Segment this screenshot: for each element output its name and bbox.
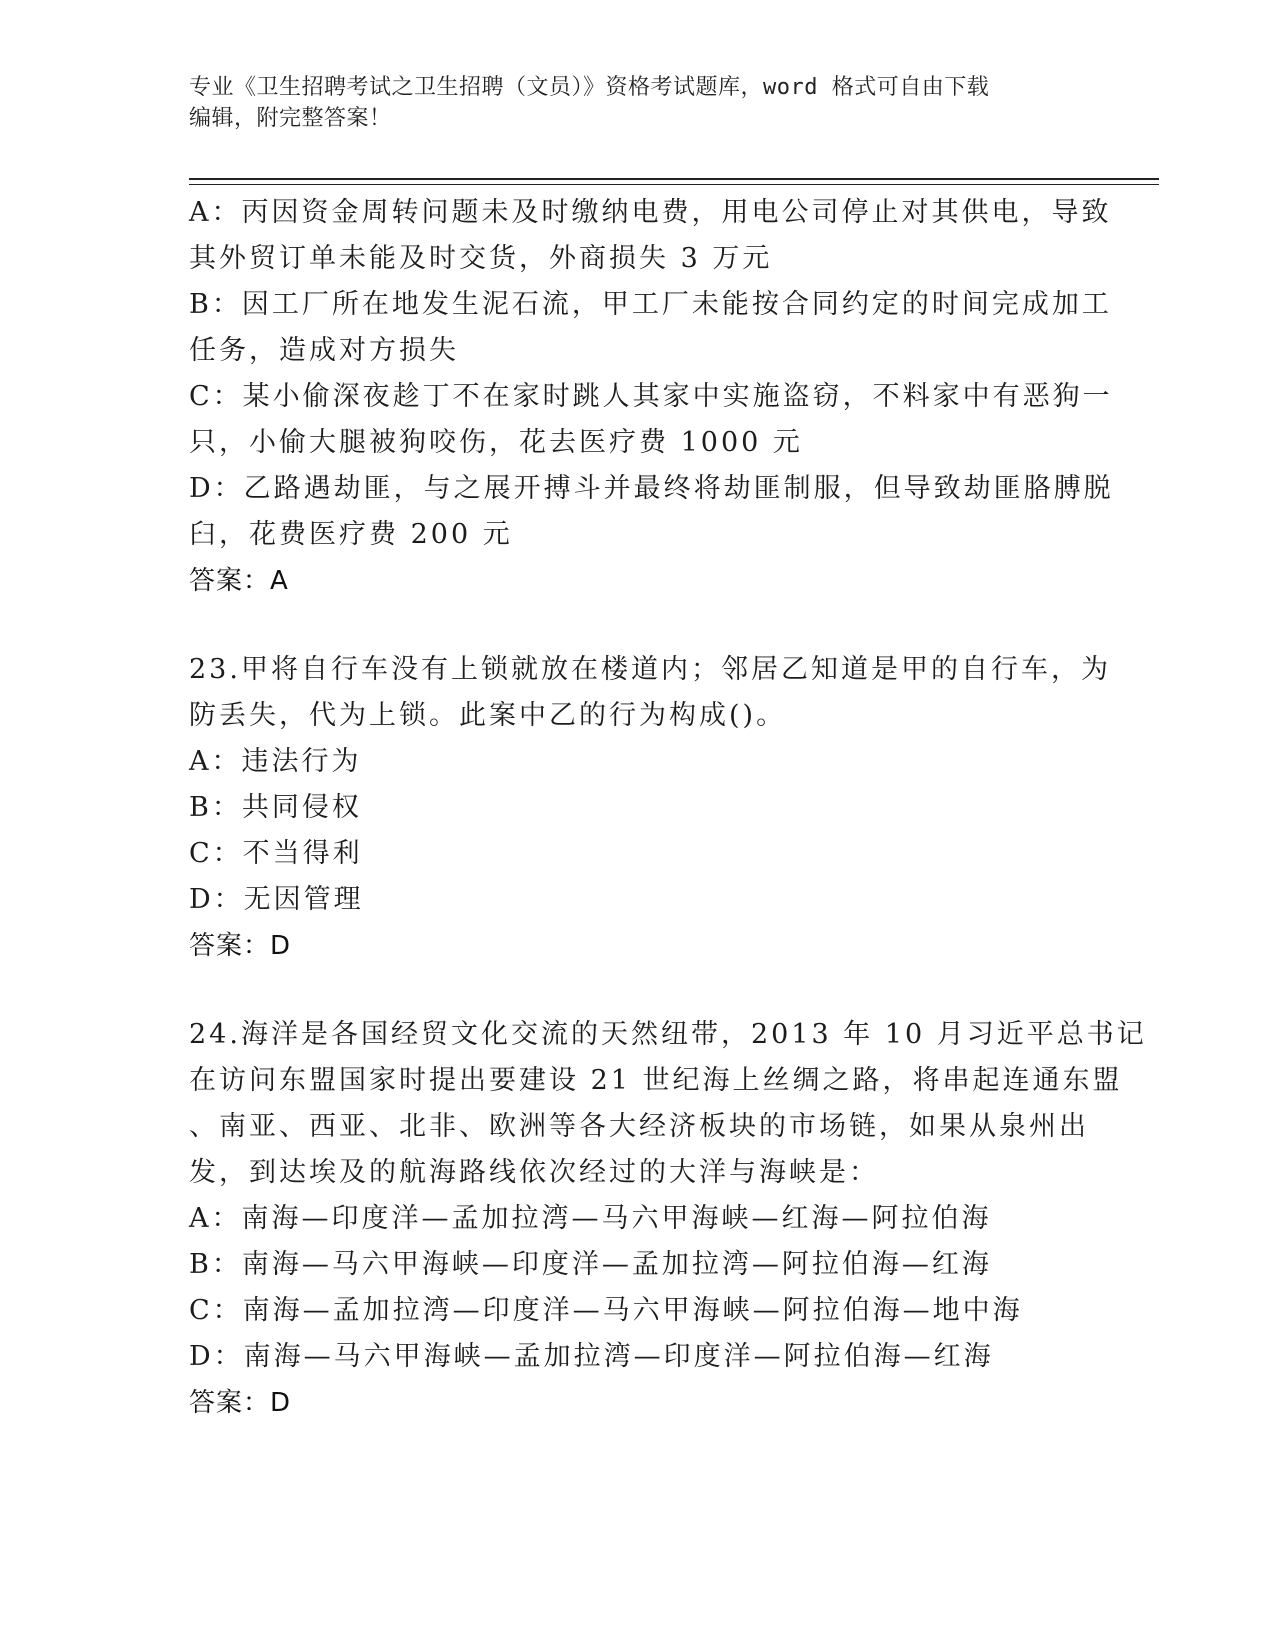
option-a: A：违法行为 xyxy=(189,746,362,777)
option-b: B：南海—马六甲海峡—印度洋—孟加拉湾—阿拉伯海—红海 xyxy=(189,1249,992,1280)
question-23 xyxy=(189,647,1111,969)
header-line-2: 编辑，附完整答案！ xyxy=(189,106,392,131)
question-stem-line-2: 在访问东盟国家时提出要建设 21 世纪海上丝绸之路，将串起连通东盟 xyxy=(189,1065,1123,1096)
answer-23: 答案：D xyxy=(189,931,292,961)
option-a: A：南海—印度洋—孟加拉湾—马六甲海峡—红海—阿拉伯海 xyxy=(189,1203,992,1234)
page-header xyxy=(189,72,1089,134)
header-rule-thin xyxy=(189,184,1159,185)
option-b-line-2: 任务，造成对方损失 xyxy=(189,335,459,366)
question-stem-line-3: 、南亚、西亚、北非、欧洲等各大经济板块的市场链，如果从泉州出 xyxy=(189,1111,1089,1142)
header-line-1: 专业《卫生招聘考试之卫生招聘（文员）》资格考试题库，word 格式可自由下载 xyxy=(189,75,990,100)
option-d: D：无因管理 xyxy=(189,884,364,915)
header-rule-thick xyxy=(189,178,1159,180)
option-d-line-1: D：乙路遇劫匪，与之展开搏斗并最终将劫匪制服，但导致劫匪胳膊脱 xyxy=(189,473,1114,504)
option-b: B：共同侵权 xyxy=(189,792,362,823)
option-c-line-2: 只，小偷大腿被狗咬伤，花去医疗费 1000 元 xyxy=(189,427,803,458)
option-b-line-1: B：因工厂所在地发生泥石流，甲工厂未能按合同约定的时间完成加工 xyxy=(189,289,1112,320)
answer-24: 答案：D xyxy=(189,1388,292,1418)
option-c: C：南海—孟加拉湾—印度洋—马六甲海峡—阿拉伯海—地中海 xyxy=(189,1295,1023,1326)
option-c: C：不当得利 xyxy=(189,838,363,869)
option-d-line-2: 臼，花费医疗费 200 元 xyxy=(189,519,513,550)
question-24 xyxy=(189,1012,1147,1426)
answer-22: 答案：A xyxy=(189,566,289,596)
question-22 xyxy=(189,190,1114,604)
question-stem-line-4: 发，到达埃及的航海路线依次经过的大洋与海峡是： xyxy=(189,1157,879,1188)
option-a-line-1: A：丙因资金周转问题未及时缴纳电费，用电公司停止对其供电，导致 xyxy=(189,197,1112,228)
option-a-line-2: 其外贸订单未能及时交货，外商损失 3 万元 xyxy=(189,243,773,274)
question-content xyxy=(189,190,1147,1426)
option-d: D：南海—马六甲海峡—孟加拉湾—印度洋—阿拉伯海—红海 xyxy=(189,1341,994,1372)
question-stem-line-2: 防丢失，代为上锁。此案中乙的行为构成()。 xyxy=(189,700,787,731)
question-stem-line-1: 24.海洋是各国经贸文化交流的天然纽带，2013 年 10 月习近平总书记 xyxy=(189,1019,1147,1050)
option-c-line-1: C：某小偷深夜趁丁不在家时跳人其家中实施盗窃，不料家中有恶狗一 xyxy=(189,381,1113,412)
question-stem-line-1: 23.甲将自行车没有上锁就放在楼道内；邻居乙知道是甲的自行车，为 xyxy=(189,654,1111,685)
